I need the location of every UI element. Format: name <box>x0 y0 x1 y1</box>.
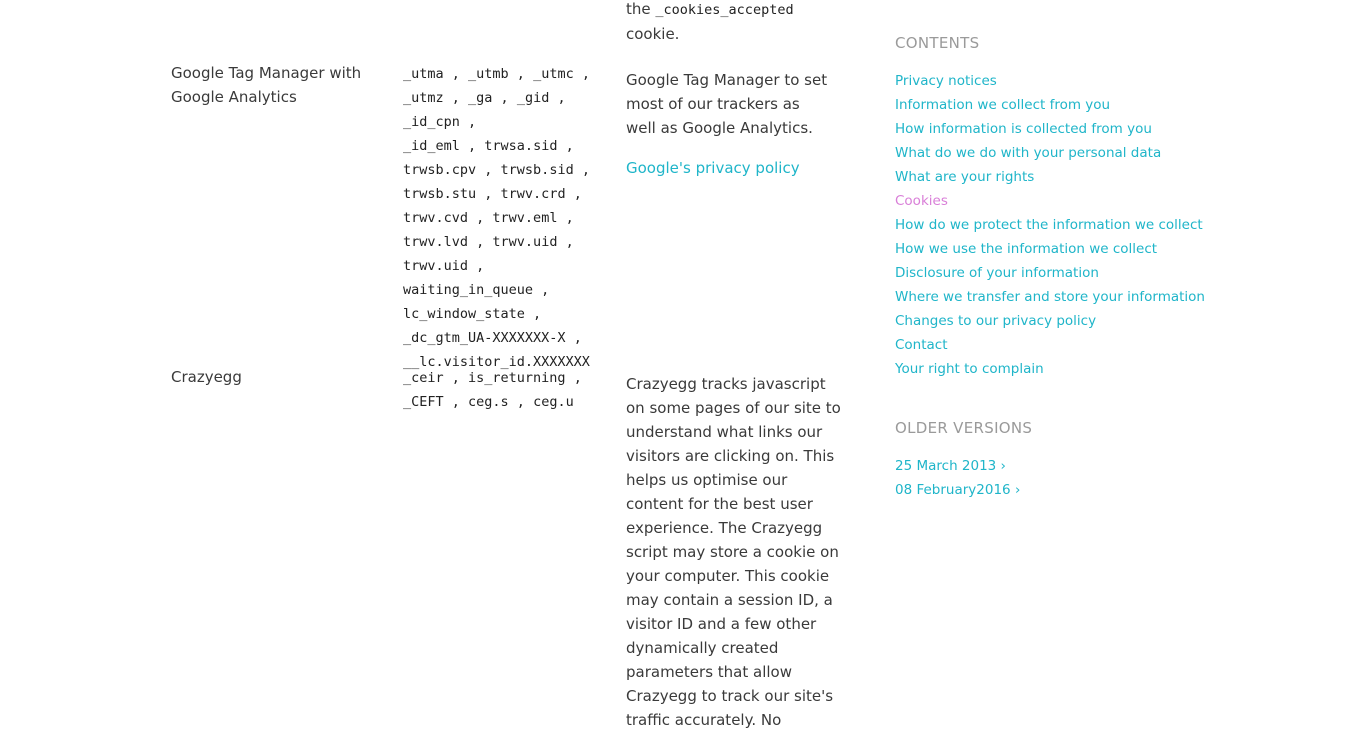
contents-link-information-we-collect[interactable]: Information we collect from you <box>895 97 1111 113</box>
sidebar <box>895 34 1225 502</box>
desc-prefix: the <box>626 0 651 18</box>
cookie-name: trwv.cvd <box>403 210 469 226</box>
desc-suffix: cookie. <box>626 25 680 43</box>
cookie-name: is_returning <box>468 370 566 386</box>
description-crazyegg <box>626 372 841 732</box>
cookie-name: waiting_in_queue <box>403 282 534 298</box>
older-version-link-2013[interactable]: 25 March 2013 › <box>895 458 1006 474</box>
cookie-name: lc_window_state <box>403 306 525 322</box>
contents-heading: CONTENTS <box>895 34 980 52</box>
cookie-name: trwsb.cpv <box>403 162 477 178</box>
row-name-gtm: Google Tag Manager with Google Analytics <box>171 64 362 106</box>
cookie-name: trwsb.stu <box>403 186 477 202</box>
cookie-name: trwsb.sid <box>500 162 574 178</box>
cookie-name: trwv.uid <box>403 258 469 274</box>
row-name-crazyegg: Crazyegg <box>171 368 242 386</box>
cookie-name: _id_eml <box>403 138 460 154</box>
cookie-name: _id_cpn <box>403 114 460 130</box>
cookie-name: _utmc <box>533 66 574 82</box>
contents-list <box>895 69 1225 381</box>
cookie-name: ceg.u <box>533 394 574 410</box>
older-version-link-2016[interactable]: 08 February2016 › <box>895 482 1021 498</box>
cookie-name: _utmz <box>403 90 444 106</box>
contents-link-changes[interactable]: Changes to our privacy policy <box>895 313 1097 329</box>
description-gtm <box>626 68 831 140</box>
contents-link-how-collected[interactable]: How information is collected from you <box>895 121 1152 137</box>
contents-link-contact[interactable]: Contact <box>895 337 948 353</box>
cookie-name: trwsa.sid <box>484 138 558 154</box>
cookie-name: trwv.lvd <box>403 234 469 250</box>
description-text: Crazyegg tracks javascript on some pages of our site to understand what links our visitors are clicking on. This helps us optimise our content for the best user experience. The Crazyegg script may store a cookie on your computer. This cookie may contain a session ID, a visitor ID and a few other dynamically created parameters that allow Crazyegg to track our site's traffic accurately. No <box>626 375 841 729</box>
cookie-name: _utma <box>403 66 444 82</box>
previous-row-description <box>626 0 856 46</box>
contents-link-how-we-protect[interactable]: How do we protect the information we collect <box>895 217 1203 233</box>
contents-link-privacy-notices[interactable]: Privacy notices <box>895 73 997 89</box>
contents-link-transfer-store[interactable]: Where we transfer and store your information <box>895 289 1205 305</box>
google-privacy-policy-link[interactable]: Google's privacy policy <box>626 159 800 177</box>
cookie-name: ceg.s <box>468 394 509 410</box>
description-text: Google Tag Manager to set most of our trackers as well as Google Analytics. <box>626 71 828 137</box>
older-versions-heading: OLDER VERSIONS <box>895 419 1033 437</box>
cookie-name: trwv.uid <box>492 234 558 250</box>
cookie-name: trwv.crd <box>500 186 566 202</box>
cookie-code: _cookies_accepted <box>655 2 794 18</box>
cookie-name: _CEFT <box>403 394 444 410</box>
contents-link-right-to-complain[interactable]: Your right to complain <box>895 361 1044 377</box>
contents-link-what-we-do[interactable]: What do we do with your personal data <box>895 145 1162 161</box>
cookie-name: __lc.visitor_id.XXXXXXX <box>403 354 590 370</box>
cookie-name: _utmb <box>468 66 509 82</box>
contents-link-cookies[interactable]: Cookies <box>895 193 948 209</box>
older-versions-list <box>895 454 1225 502</box>
contents-link-disclosure[interactable]: Disclosure of your information <box>895 265 1099 281</box>
cookie-name: _dc_gtm_UA-XXXXXXX-X <box>403 330 566 346</box>
cookie-list-gtm: _utma , _utmb , _utmc , _utmz , _ga , _gid , _id_cpn , _id_eml , trwsa.sid , trwsb.cpv , trwsb.sid , trwsb.stu , trwv.crd , trwv.cvd , trwv.eml , trwv.lvd , trwv.uid , trwv.uid , waiting_in_queue , lc_window_state , _dc_gtm_UA-XXXXXXX-X , __lc.visitor_id.XXXXXXX <box>403 66 590 370</box>
cookie-name: trwv.eml <box>492 210 558 226</box>
contents-link-how-we-use[interactable]: How we use the information we collect <box>895 241 1158 257</box>
cookie-name: _gid <box>516 90 550 106</box>
cookie-list-crazyegg: _ceir , is_returning , _CEFT , ceg.s , ceg.u <box>403 370 582 410</box>
cookie-name: _ga <box>468 90 493 106</box>
cookie-name: _ceir <box>403 370 444 386</box>
contents-link-your-rights[interactable]: What are your rights <box>895 169 1035 185</box>
